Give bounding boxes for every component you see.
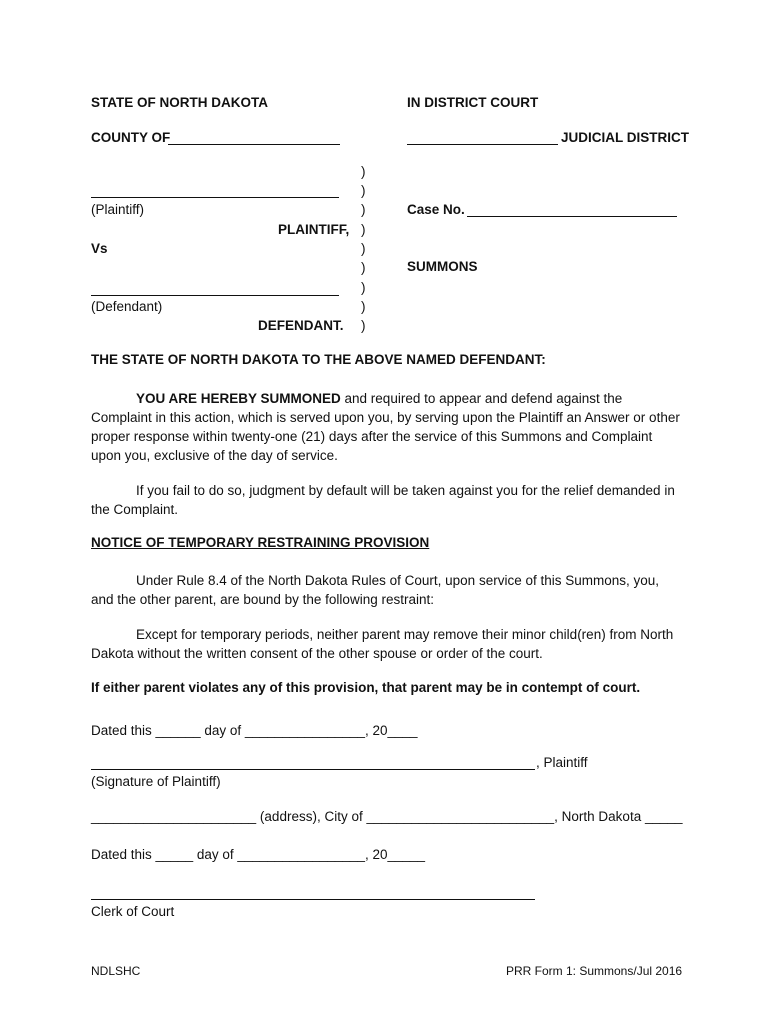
clerk-label: Clerk of Court — [91, 904, 175, 919]
caption-paren: ) — [361, 241, 366, 256]
caption-paren: ) — [361, 222, 366, 237]
plaintiff-suffix: , Plaintiff — [536, 755, 588, 770]
rule-paragraph — [91, 571, 681, 609]
county-label: COUNTY OF — [91, 130, 171, 145]
summoned-lead: YOU ARE HEREBY SUMMONED — [136, 391, 341, 406]
default-paragraph — [91, 481, 681, 519]
caption-paren: ) — [361, 202, 366, 217]
state-label: STATE OF NORTH DAKOTA — [91, 95, 268, 110]
versus-label: Vs — [91, 241, 108, 256]
caption-paren: ) — [361, 260, 366, 275]
footer-right: PRR Form 1: Summons/Jul 2016 — [506, 964, 683, 978]
contempt-warning: If either parent violates any of this provision, that parent may be in contempt of court. — [91, 680, 641, 695]
case-no-blank[interactable] — [467, 216, 677, 217]
clerk-signature-blank[interactable] — [91, 899, 535, 900]
summoned-text: and required to appear and defend against the Complaint in this action, which is served upon you, by serving upon the Plaintiff an Answer or other proper response within twenty-one (21) days after the service of this Summons and Complaint upon you, exclusive of the day of service. — [91, 391, 680, 463]
dated-this-line-2[interactable]: Dated this _____ day of _________________, 20_____ — [91, 847, 426, 862]
address-city-line[interactable]: ______________________ (address), City of _________________________, North Dakota _____ — [91, 809, 683, 824]
caption-paren: ) — [361, 318, 366, 333]
footer-left: NDLSHC — [91, 964, 141, 978]
court-label: IN DISTRICT COURT — [407, 95, 539, 110]
restraint-paragraph — [91, 625, 681, 663]
signature-label: (Signature of Plaintiff) — [91, 774, 221, 789]
caption-paren: ) — [361, 280, 366, 295]
rule-text: Under Rule 8.4 of the North Dakota Rules of Court, upon service of this Summons, you, and the other parent, are bound by the following restraint: — [91, 573, 660, 607]
document-title: SUMMONS — [407, 259, 478, 274]
default-text: If you fail to do so, judgment by default will be taken against you for the relief demanded in the Complaint. — [91, 483, 675, 517]
plaintiff-label: (Plaintiff) — [91, 202, 145, 217]
summoned-paragraph — [91, 389, 681, 465]
plaintiff-role: PLAINTIFF, — [278, 222, 350, 237]
caption-paren: ) — [361, 299, 366, 314]
address-heading: THE STATE OF NORTH DAKOTA TO THE ABOVE NAMED DEFENDANT: — [91, 352, 546, 367]
caption-paren: ) — [361, 164, 366, 179]
plaintiff-name-blank[interactable] — [91, 197, 339, 198]
county-blank[interactable] — [168, 144, 340, 145]
restraint-text: Except for temporary periods, neither parent may remove their minor child(ren) from North Dakota without the written consent of the other spouse or order of the court. — [91, 627, 674, 661]
defendant-name-blank[interactable] — [91, 295, 339, 296]
dated-this-line-1[interactable]: Dated this ______ day of ________________, 20____ — [91, 723, 418, 738]
plaintiff-signature-blank[interactable] — [91, 769, 535, 770]
notice-heading: NOTICE OF TEMPORARY RESTRAINING PROVISION — [91, 535, 430, 550]
judicial-district-blank[interactable] — [407, 144, 558, 145]
case-no-label: Case No. — [407, 202, 465, 217]
judicial-district-label: JUDICIAL DISTRICT — [561, 130, 690, 145]
defendant-label: (Defendant) — [91, 299, 163, 314]
caption-paren: ) — [361, 183, 366, 198]
defendant-role: DEFENDANT. — [258, 318, 344, 333]
